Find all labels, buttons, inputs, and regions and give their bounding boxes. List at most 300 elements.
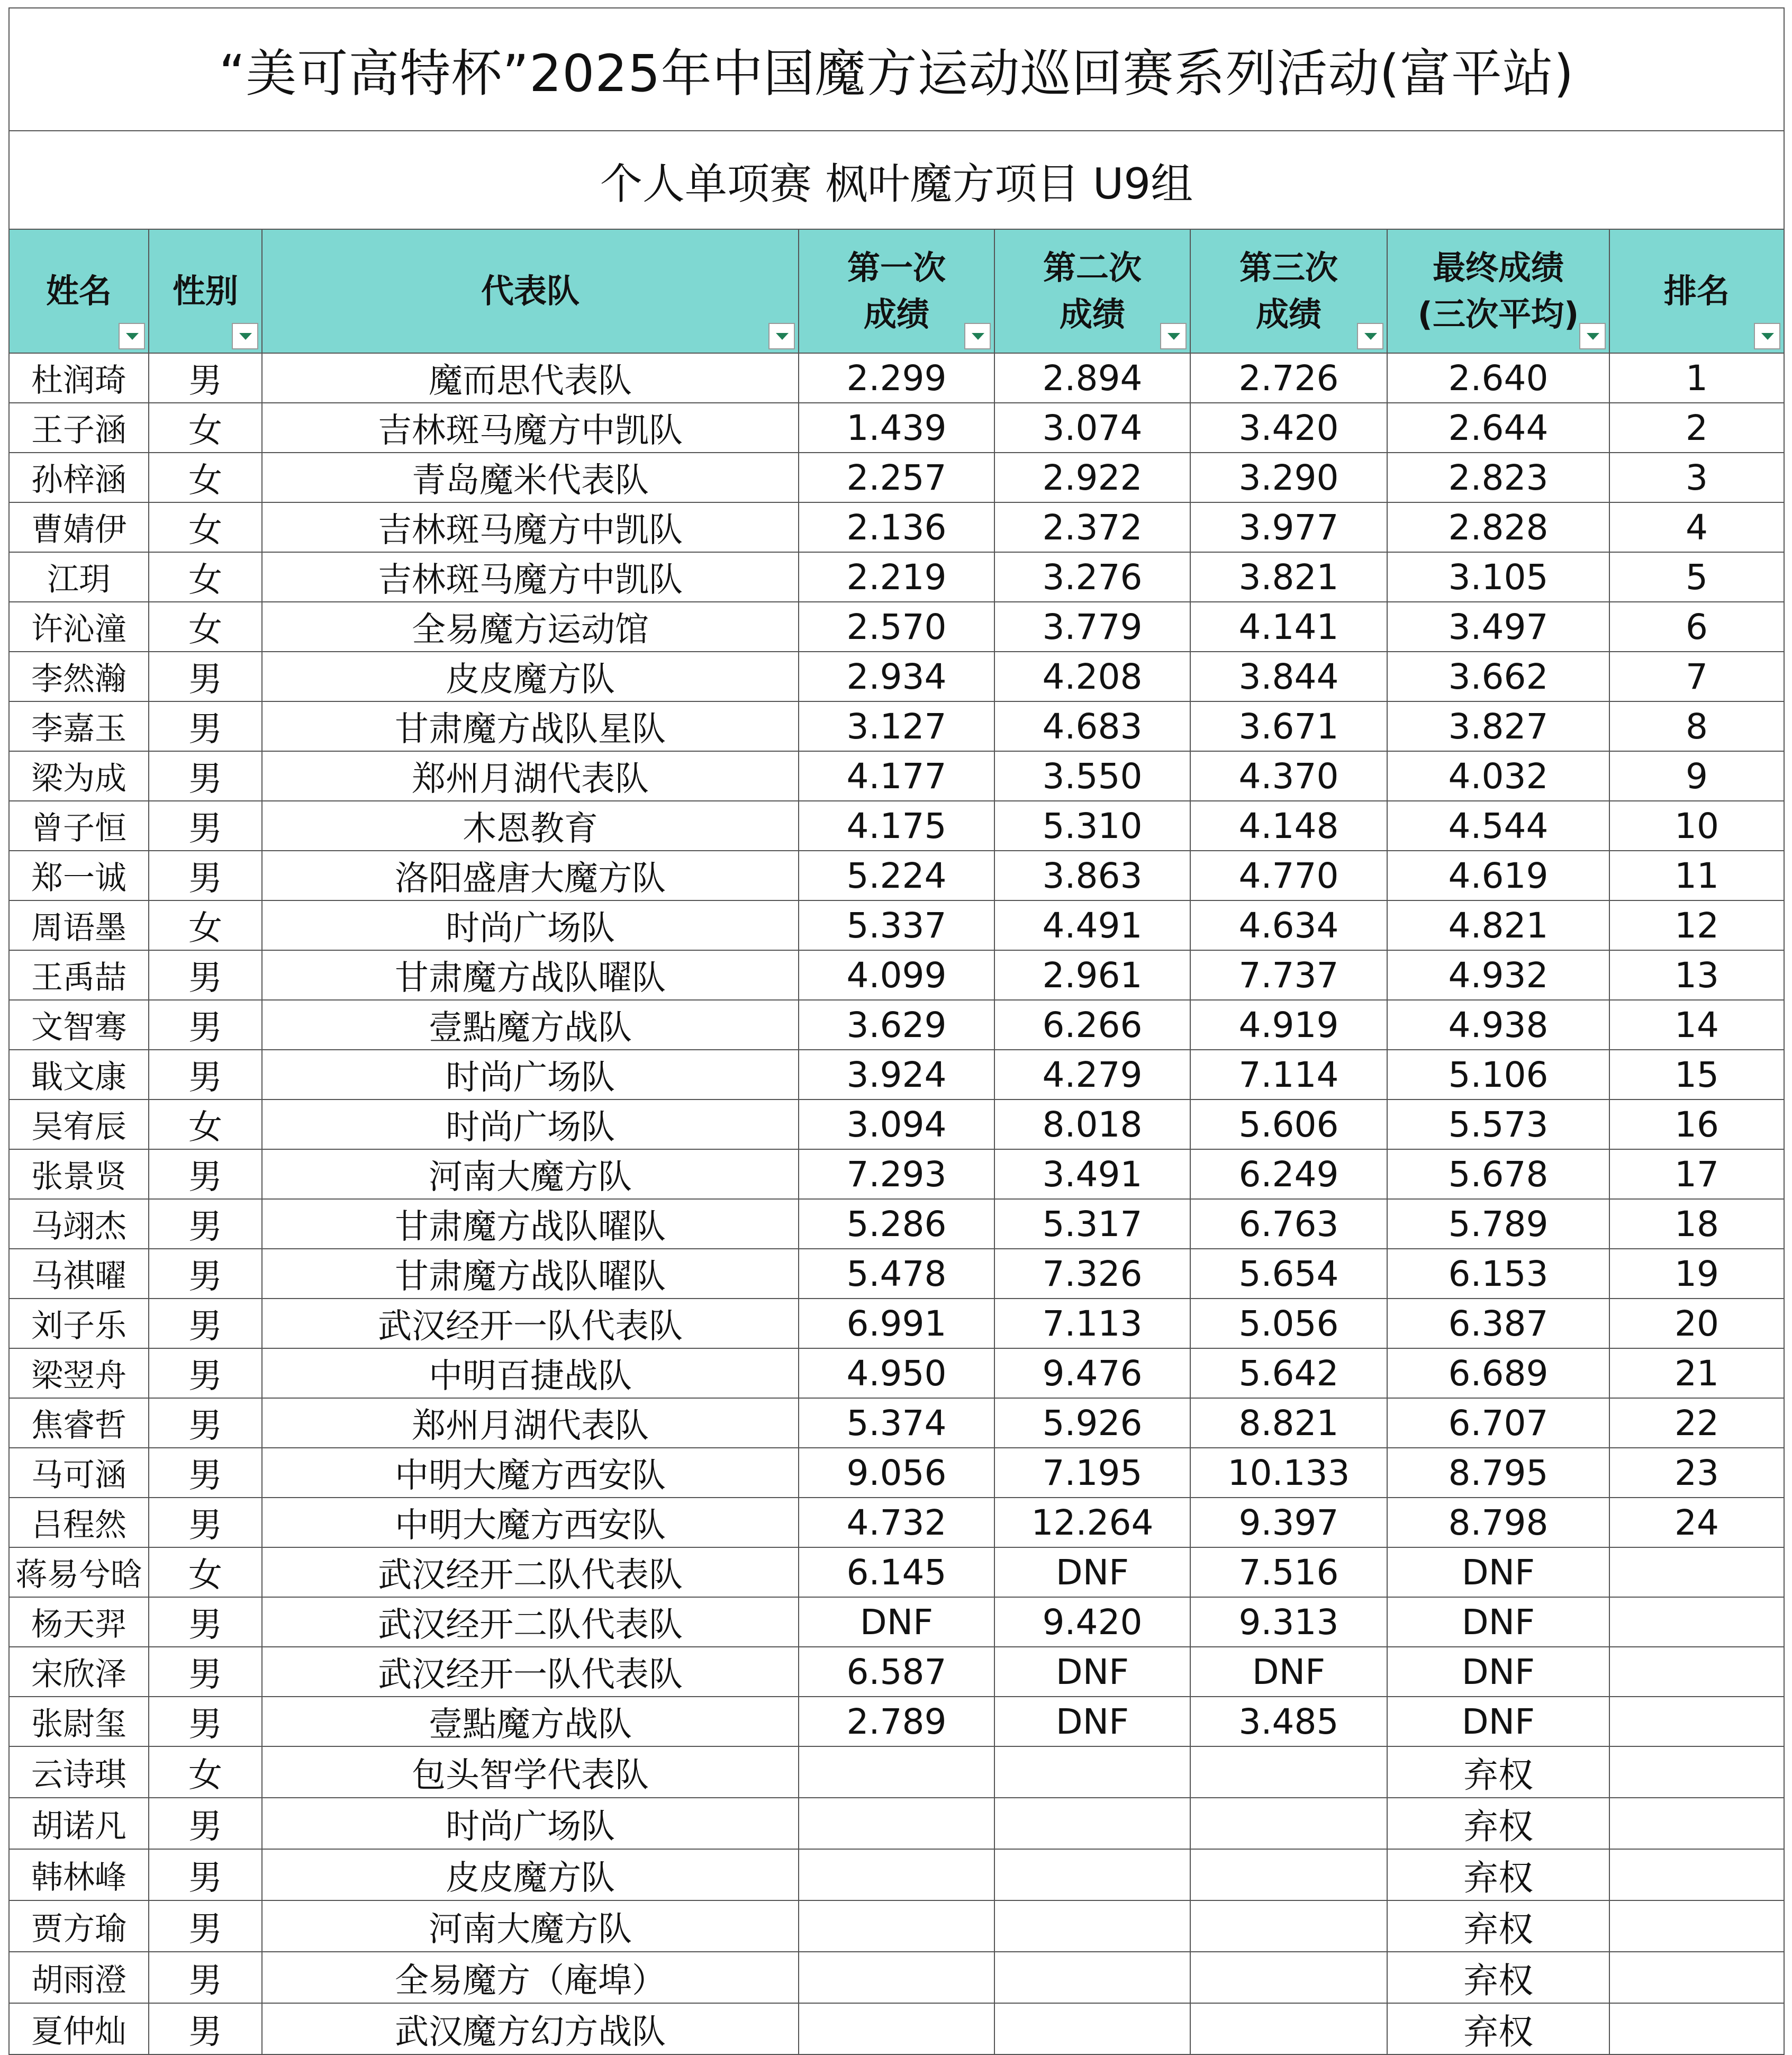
cell-final[interactable]: 3.497 xyxy=(1387,602,1609,652)
cell-gender[interactable]: 男 xyxy=(149,652,262,701)
cell-rank[interactable] xyxy=(1609,2003,1784,2054)
table-row xyxy=(9,552,1784,602)
cell-r1[interactable]: 5.337 xyxy=(799,900,994,950)
cell-team[interactable]: 中明大魔方西安队 xyxy=(262,1498,799,1547)
cell-r3[interactable]: 4.634 xyxy=(1190,900,1387,950)
cell-final[interactable]: 5.106 xyxy=(1387,1050,1609,1099)
cell-r2[interactable]: 2.894 xyxy=(994,353,1190,403)
cell-final[interactable]: 6.689 xyxy=(1387,1348,1609,1398)
cell-team[interactable]: 郑州月湖代表队 xyxy=(262,751,799,801)
cell-name[interactable]: 张尉玺 xyxy=(9,1697,149,1746)
cell-gender[interactable]: 男 xyxy=(149,1149,262,1199)
cell-r2[interactable]: 8.018 xyxy=(994,1099,1190,1149)
cell-final[interactable]: 3.827 xyxy=(1387,701,1609,751)
cell-r3[interactable]: 3.844 xyxy=(1190,652,1387,701)
cell-r3[interactable] xyxy=(1190,1849,1387,1900)
cell-final[interactable]: 5.789 xyxy=(1387,1199,1609,1249)
cell-rank[interactable]: 10 xyxy=(1609,801,1784,851)
cell-team[interactable]: 魔而思代表队 xyxy=(262,353,799,403)
cell-r1[interactable]: 3.629 xyxy=(799,1000,994,1050)
cell-r1[interactable]: 6.587 xyxy=(799,1647,994,1697)
column-header-r3 xyxy=(1190,229,1387,353)
cell-team[interactable]: 甘肃魔方战队曜队 xyxy=(262,1199,799,1249)
cell-r2[interactable]: 4.683 xyxy=(994,701,1190,751)
cell-r3[interactable]: 6.763 xyxy=(1190,1199,1387,1249)
cell-rank[interactable] xyxy=(1609,1798,1784,1849)
cell-final[interactable]: 弃权 xyxy=(1387,1746,1609,1798)
cell-final[interactable]: 弃权 xyxy=(1387,2003,1609,2054)
cell-gender[interactable]: 女 xyxy=(149,900,262,950)
cell-final[interactable]: 2.823 xyxy=(1387,453,1609,502)
cell-r3[interactable] xyxy=(1190,1798,1387,1849)
cell-r3[interactable]: 4.770 xyxy=(1190,851,1387,900)
cell-r2[interactable]: 9.476 xyxy=(994,1348,1190,1398)
column-header-text: 成绩 xyxy=(1059,295,1125,334)
cell-rank[interactable]: 14 xyxy=(1609,1000,1784,1050)
cell-name[interactable]: 梁为成 xyxy=(9,751,149,801)
cell-name[interactable]: 焦睿哲 xyxy=(9,1398,149,1448)
cell-team[interactable]: 洛阳盛唐大魔方队 xyxy=(262,851,799,900)
cell-rank[interactable]: 13 xyxy=(1609,950,1784,1000)
cell-r1[interactable]: 2.789 xyxy=(799,1697,994,1746)
cell-r1[interactable]: 5.374 xyxy=(799,1398,994,1448)
cell-team[interactable]: 全易魔方（庵埠） xyxy=(262,1952,799,2003)
cell-r3[interactable] xyxy=(1190,1900,1387,1952)
cell-r2[interactable]: 7.195 xyxy=(994,1448,1190,1498)
cell-final[interactable]: 6.153 xyxy=(1387,1249,1609,1299)
cell-name[interactable]: 胡诺凡 xyxy=(9,1798,149,1849)
table-row xyxy=(9,652,1784,701)
cell-name[interactable]: 杜润琦 xyxy=(9,353,149,403)
cell-r2[interactable]: 5.310 xyxy=(994,801,1190,851)
cell-final[interactable]: 2.644 xyxy=(1387,403,1609,453)
cell-rank[interactable]: 7 xyxy=(1609,652,1784,701)
cell-r1[interactable]: 2.570 xyxy=(799,602,994,652)
cell-team[interactable]: 皮皮魔方队 xyxy=(262,1849,799,1900)
cell-r2[interactable]: 4.279 xyxy=(994,1050,1190,1099)
cell-r3[interactable]: 3.290 xyxy=(1190,453,1387,502)
cell-name[interactable]: 韩林峰 xyxy=(9,1849,149,1900)
table-row xyxy=(9,1952,1784,2003)
cell-r2[interactable]: 4.491 xyxy=(994,900,1190,950)
cell-team[interactable]: 吉林斑马魔方中凯队 xyxy=(262,403,799,453)
cell-r2[interactable]: 5.926 xyxy=(994,1398,1190,1448)
cell-final[interactable]: 8.798 xyxy=(1387,1498,1609,1547)
cell-gender[interactable]: 男 xyxy=(149,1597,262,1647)
filter-dropdown-icon[interactable] xyxy=(768,323,795,349)
cell-name[interactable]: 刘子乐 xyxy=(9,1299,149,1348)
cell-r3[interactable]: 7.114 xyxy=(1190,1050,1387,1099)
cell-name[interactable]: 江玥 xyxy=(9,552,149,602)
filter-dropdown-icon[interactable] xyxy=(232,323,258,349)
table-row xyxy=(9,751,1784,801)
cell-r1[interactable] xyxy=(799,1798,994,1849)
cell-r2[interactable] xyxy=(994,1746,1190,1798)
column-header-label xyxy=(1239,245,1338,338)
cell-r2[interactable]: DNF xyxy=(994,1697,1190,1746)
cell-r1[interactable]: 6.991 xyxy=(799,1299,994,1348)
cell-final[interactable]: 弃权 xyxy=(1387,1900,1609,1952)
cell-name[interactable]: 梁翌舟 xyxy=(9,1348,149,1398)
cell-name[interactable]: 曾子恒 xyxy=(9,801,149,851)
cell-rank[interactable]: 23 xyxy=(1609,1448,1784,1498)
cell-name[interactable]: 吴宥辰 xyxy=(9,1099,149,1149)
cell-r1[interactable]: 3.924 xyxy=(799,1050,994,1099)
cell-name[interactable]: 胡雨澄 xyxy=(9,1952,149,2003)
cell-final[interactable]: 5.573 xyxy=(1387,1099,1609,1149)
table-row xyxy=(9,453,1784,502)
cell-r3[interactable]: 3.821 xyxy=(1190,552,1387,602)
cell-name[interactable]: 许沁潼 xyxy=(9,602,149,652)
cell-r3[interactable]: 5.654 xyxy=(1190,1249,1387,1299)
cell-r1[interactable]: 5.286 xyxy=(799,1199,994,1249)
cell-r2[interactable]: 7.113 xyxy=(994,1299,1190,1348)
cell-gender[interactable]: 男 xyxy=(149,851,262,900)
cell-rank[interactable]: 1 xyxy=(1609,353,1784,403)
cell-gender[interactable]: 男 xyxy=(149,801,262,851)
cell-team[interactable]: 中明百捷战队 xyxy=(262,1348,799,1398)
cell-gender[interactable]: 女 xyxy=(149,502,262,552)
cell-gender[interactable]: 男 xyxy=(149,1199,262,1249)
cell-gender[interactable]: 女 xyxy=(149,1746,262,1798)
cell-rank[interactable] xyxy=(1609,1849,1784,1900)
spreadsheet xyxy=(8,7,1784,2052)
cell-r3[interactable]: 10.133 xyxy=(1190,1448,1387,1498)
cell-final[interactable]: 4.932 xyxy=(1387,950,1609,1000)
cell-rank[interactable] xyxy=(1609,1597,1784,1647)
cell-r3[interactable]: DNF xyxy=(1190,1647,1387,1697)
cell-r1[interactable]: 9.056 xyxy=(799,1448,994,1498)
cell-r2[interactable]: 3.779 xyxy=(994,602,1190,652)
cell-final[interactable]: DNF xyxy=(1387,1597,1609,1647)
cell-final[interactable]: 弃权 xyxy=(1387,1849,1609,1900)
cell-gender[interactable]: 男 xyxy=(149,1952,262,2003)
filter-dropdown-icon[interactable] xyxy=(1160,323,1187,349)
cell-r3[interactable]: 9.313 xyxy=(1190,1597,1387,1647)
table-row xyxy=(9,2003,1784,2054)
cell-r2[interactable]: DNF xyxy=(994,1547,1190,1597)
cell-team[interactable]: 木恩教育 xyxy=(262,801,799,851)
cell-r1[interactable]: 6.145 xyxy=(799,1547,994,1597)
cell-r2[interactable]: 3.491 xyxy=(994,1149,1190,1199)
cell-gender[interactable]: 男 xyxy=(149,1498,262,1547)
cell-final[interactable]: 6.707 xyxy=(1387,1398,1609,1448)
cell-r1[interactable]: 2.136 xyxy=(799,502,994,552)
cell-name[interactable]: 王子涵 xyxy=(9,403,149,453)
cell-r1[interactable]: 7.293 xyxy=(799,1149,994,1199)
column-header-text: 成绩 xyxy=(863,295,929,334)
cell-final[interactable]: 2.828 xyxy=(1387,502,1609,552)
cell-r2[interactable] xyxy=(994,1798,1190,1849)
cell-name[interactable]: 马可涵 xyxy=(9,1448,149,1498)
cell-gender[interactable]: 男 xyxy=(149,1900,262,1952)
cell-r1[interactable]: 3.127 xyxy=(799,701,994,751)
cell-r3[interactable]: 9.397 xyxy=(1190,1498,1387,1547)
column-header-label xyxy=(173,268,238,314)
cell-final[interactable]: 4.619 xyxy=(1387,851,1609,900)
cell-r2[interactable]: 3.863 xyxy=(994,851,1190,900)
cell-rank[interactable] xyxy=(1609,1697,1784,1746)
cell-team[interactable]: 壹點魔方战队 xyxy=(262,1697,799,1746)
cell-rank[interactable] xyxy=(1609,1547,1784,1597)
cell-r1[interactable] xyxy=(799,1900,994,1952)
cell-r1[interactable]: 4.177 xyxy=(799,751,994,801)
table-row xyxy=(9,1448,1784,1498)
cell-team[interactable]: 甘肃魔方战队星队 xyxy=(262,701,799,751)
cell-r2[interactable]: 3.550 xyxy=(994,751,1190,801)
cell-final[interactable]: DNF xyxy=(1387,1647,1609,1697)
cell-r1[interactable]: 4.099 xyxy=(799,950,994,1000)
cell-r1[interactable]: 4.950 xyxy=(799,1348,994,1398)
cell-r1[interactable] xyxy=(799,1849,994,1900)
cell-r3[interactable]: 4.148 xyxy=(1190,801,1387,851)
cell-gender[interactable]: 男 xyxy=(149,751,262,801)
cell-final[interactable]: 5.678 xyxy=(1387,1149,1609,1199)
cell-final[interactable]: 4.032 xyxy=(1387,751,1609,801)
cell-rank[interactable]: 19 xyxy=(1609,1249,1784,1299)
table-row xyxy=(9,403,1784,453)
cell-gender[interactable]: 男 xyxy=(149,1348,262,1398)
cell-rank[interactable]: 11 xyxy=(1609,851,1784,900)
cell-r3[interactable] xyxy=(1190,2003,1387,2054)
cell-r3[interactable]: 6.249 xyxy=(1190,1149,1387,1199)
cell-name[interactable]: 文智骞 xyxy=(9,1000,149,1050)
cell-gender[interactable]: 男 xyxy=(149,1697,262,1746)
cell-gender[interactable]: 男 xyxy=(149,2003,262,2054)
cell-name[interactable]: 孙梓涵 xyxy=(9,453,149,502)
filter-dropdown-icon[interactable] xyxy=(1579,323,1606,349)
cell-r3[interactable]: 3.671 xyxy=(1190,701,1387,751)
cell-r1[interactable]: 2.219 xyxy=(799,552,994,602)
cell-r2[interactable]: 3.074 xyxy=(994,403,1190,453)
cell-r2[interactable]: DNF xyxy=(994,1647,1190,1697)
cell-rank[interactable]: 17 xyxy=(1609,1149,1784,1199)
cell-r3[interactable]: 3.485 xyxy=(1190,1697,1387,1746)
cell-team[interactable]: 武汉经开一队代表队 xyxy=(262,1299,799,1348)
cell-name[interactable]: 李嘉玉 xyxy=(9,701,149,751)
cell-name[interactable]: 贾方瑜 xyxy=(9,1900,149,1952)
cell-team[interactable]: 武汉经开一队代表队 xyxy=(262,1647,799,1697)
cell-gender[interactable]: 男 xyxy=(149,1398,262,1448)
cell-team[interactable]: 时尚广场队 xyxy=(262,1798,799,1849)
cell-rank[interactable]: 2 xyxy=(1609,403,1784,453)
cell-rank[interactable]: 4 xyxy=(1609,502,1784,552)
cell-r2[interactable]: 5.317 xyxy=(994,1199,1190,1249)
cell-gender[interactable]: 女 xyxy=(149,453,262,502)
cell-team[interactable]: 壹點魔方战队 xyxy=(262,1000,799,1050)
cell-name[interactable]: 吕程然 xyxy=(9,1498,149,1547)
cell-gender[interactable]: 男 xyxy=(149,353,262,403)
cell-team[interactable]: 甘肃魔方战队曜队 xyxy=(262,950,799,1000)
cell-gender[interactable]: 女 xyxy=(149,1547,262,1597)
cell-name[interactable]: 马翊杰 xyxy=(9,1199,149,1249)
cell-team[interactable]: 吉林斑马魔方中凯队 xyxy=(262,502,799,552)
cell-r1[interactable] xyxy=(799,2003,994,2054)
cell-r3[interactable] xyxy=(1190,1746,1387,1798)
cell-rank[interactable]: 16 xyxy=(1609,1099,1784,1149)
cell-final[interactable]: 弃权 xyxy=(1387,1798,1609,1849)
filter-dropdown-icon[interactable] xyxy=(1754,323,1780,349)
cell-rank[interactable] xyxy=(1609,1647,1784,1697)
cell-team[interactable]: 包头智学代表队 xyxy=(262,1746,799,1798)
cell-team[interactable]: 甘肃魔方战队曜队 xyxy=(262,1249,799,1299)
cell-r1[interactable]: 2.257 xyxy=(799,453,994,502)
column-header-text: 成绩 xyxy=(1255,295,1322,334)
cell-name[interactable]: 张景贤 xyxy=(9,1149,149,1199)
cell-gender[interactable]: 女 xyxy=(149,552,262,602)
cell-team[interactable]: 吉林斑马魔方中凯队 xyxy=(262,552,799,602)
table-row xyxy=(9,502,1784,552)
cell-rank[interactable]: 12 xyxy=(1609,900,1784,950)
cell-name[interactable]: 戢文康 xyxy=(9,1050,149,1099)
cell-r3[interactable]: 4.919 xyxy=(1190,1000,1387,1050)
cell-final[interactable]: 8.795 xyxy=(1387,1448,1609,1498)
cell-r2[interactable] xyxy=(994,1900,1190,1952)
table-row xyxy=(9,1547,1784,1597)
cell-r2[interactable] xyxy=(994,1952,1190,2003)
cell-rank[interactable]: 9 xyxy=(1609,751,1784,801)
cell-r2[interactable]: 4.208 xyxy=(994,652,1190,701)
cell-r3[interactable]: 5.642 xyxy=(1190,1348,1387,1398)
cell-name[interactable]: 蒋易兮晗 xyxy=(9,1547,149,1597)
cell-team[interactable]: 时尚广场队 xyxy=(262,900,799,950)
cell-team[interactable]: 武汉经开二队代表队 xyxy=(262,1597,799,1647)
cell-name[interactable]: 周语墨 xyxy=(9,900,149,950)
cell-r2[interactable] xyxy=(994,2003,1190,2054)
cell-final[interactable]: 2.640 xyxy=(1387,353,1609,403)
cell-r3[interactable]: 4.141 xyxy=(1190,602,1387,652)
cell-rank[interactable]: 8 xyxy=(1609,701,1784,751)
cell-gender[interactable]: 男 xyxy=(149,1299,262,1348)
filter-dropdown-icon[interactable] xyxy=(964,323,991,349)
cell-team[interactable]: 河南大魔方队 xyxy=(262,1149,799,1199)
cell-gender[interactable]: 男 xyxy=(149,701,262,751)
cell-gender[interactable]: 男 xyxy=(149,1050,262,1099)
cell-r1[interactable]: 3.094 xyxy=(799,1099,994,1149)
cell-gender[interactable]: 男 xyxy=(149,1448,262,1498)
cell-final[interactable]: 6.387 xyxy=(1387,1299,1609,1348)
cell-r1[interactable]: 4.175 xyxy=(799,801,994,851)
cell-team[interactable]: 河南大魔方队 xyxy=(262,1900,799,1952)
cell-r3[interactable]: 5.606 xyxy=(1190,1099,1387,1149)
cell-r3[interactable] xyxy=(1190,1952,1387,2003)
cell-r1[interactable] xyxy=(799,1952,994,2003)
cell-name[interactable]: 云诗琪 xyxy=(9,1746,149,1798)
cell-r1[interactable]: DNF xyxy=(799,1597,994,1647)
cell-final[interactable]: 4.821 xyxy=(1387,900,1609,950)
cell-r3[interactable]: 4.370 xyxy=(1190,751,1387,801)
cell-gender[interactable]: 女 xyxy=(149,403,262,453)
cell-team[interactable]: 武汉魔方幻方战队 xyxy=(262,2003,799,2054)
cell-name[interactable]: 杨天羿 xyxy=(9,1597,149,1647)
cell-r3[interactable]: 3.977 xyxy=(1190,502,1387,552)
cell-final[interactable]: 4.544 xyxy=(1387,801,1609,851)
cell-gender[interactable]: 男 xyxy=(149,950,262,1000)
cell-r3[interactable]: 8.821 xyxy=(1190,1398,1387,1448)
table-row xyxy=(9,1149,1784,1199)
cell-team[interactable]: 青岛魔米代表队 xyxy=(262,453,799,502)
cell-team[interactable]: 时尚广场队 xyxy=(262,1099,799,1149)
cell-r1[interactable]: 5.224 xyxy=(799,851,994,900)
cell-r2[interactable]: 3.276 xyxy=(994,552,1190,602)
cell-r2[interactable] xyxy=(994,1849,1190,1900)
cell-final[interactable]: DNF xyxy=(1387,1697,1609,1746)
cell-team[interactable]: 皮皮魔方队 xyxy=(262,652,799,701)
cell-r2[interactable]: 2.961 xyxy=(994,950,1190,1000)
cell-r2[interactable]: 2.372 xyxy=(994,502,1190,552)
cell-r2[interactable]: 12.264 xyxy=(994,1498,1190,1547)
cell-r3[interactable]: 7.516 xyxy=(1190,1547,1387,1597)
filter-dropdown-icon[interactable] xyxy=(119,323,145,349)
cell-r2[interactable]: 9.420 xyxy=(994,1597,1190,1647)
cell-gender[interactable]: 男 xyxy=(149,1000,262,1050)
cell-rank[interactable]: 18 xyxy=(1609,1199,1784,1249)
cell-rank[interactable]: 20 xyxy=(1609,1299,1784,1348)
cell-r2[interactable]: 7.326 xyxy=(994,1249,1190,1299)
filter-dropdown-icon[interactable] xyxy=(1357,323,1383,349)
cell-r1[interactable]: 2.299 xyxy=(799,353,994,403)
cell-gender[interactable]: 女 xyxy=(149,1099,262,1149)
cell-r2[interactable]: 2.922 xyxy=(994,453,1190,502)
cell-rank[interactable]: 21 xyxy=(1609,1348,1784,1398)
cell-r1[interactable] xyxy=(799,1746,994,1798)
cell-rank[interactable]: 3 xyxy=(1609,453,1784,502)
cell-r3[interactable]: 2.726 xyxy=(1190,353,1387,403)
cell-r1[interactable]: 4.732 xyxy=(799,1498,994,1547)
cell-rank[interactable] xyxy=(1609,1952,1784,2003)
cell-team[interactable]: 中明大魔方西安队 xyxy=(262,1448,799,1498)
cell-r3[interactable]: 5.056 xyxy=(1190,1299,1387,1348)
cell-name[interactable]: 王禹喆 xyxy=(9,950,149,1000)
cell-rank[interactable]: 6 xyxy=(1609,602,1784,652)
cell-gender[interactable]: 女 xyxy=(149,602,262,652)
cell-team[interactable]: 武汉经开二队代表队 xyxy=(262,1547,799,1597)
cell-r3[interactable]: 7.737 xyxy=(1190,950,1387,1000)
cell-name[interactable]: 曹婧伊 xyxy=(9,502,149,552)
cell-team[interactable]: 时尚广场队 xyxy=(262,1050,799,1099)
cell-final[interactable]: DNF xyxy=(1387,1547,1609,1597)
cell-r3[interactable]: 3.420 xyxy=(1190,403,1387,453)
cell-r1[interactable]: 5.478 xyxy=(799,1249,994,1299)
cell-gender[interactable]: 男 xyxy=(149,1249,262,1299)
cell-rank[interactable]: 24 xyxy=(1609,1498,1784,1547)
cell-rank[interactable] xyxy=(1609,1746,1784,1798)
cell-rank[interactable]: 15 xyxy=(1609,1050,1784,1099)
cell-gender[interactable]: 男 xyxy=(149,1647,262,1697)
cell-rank[interactable] xyxy=(1609,1900,1784,1952)
cell-name[interactable]: 宋欣泽 xyxy=(9,1647,149,1697)
cell-rank[interactable]: 22 xyxy=(1609,1398,1784,1448)
cell-final[interactable]: 3.662 xyxy=(1387,652,1609,701)
table-row xyxy=(9,1597,1784,1647)
cell-rank[interactable]: 5 xyxy=(1609,552,1784,602)
cell-final[interactable]: 4.938 xyxy=(1387,1000,1609,1050)
cell-gender[interactable]: 男 xyxy=(149,1849,262,1900)
cell-team[interactable]: 郑州月湖代表队 xyxy=(262,1398,799,1448)
cell-r2[interactable]: 6.266 xyxy=(994,1000,1190,1050)
cell-name[interactable]: 郑一诚 xyxy=(9,851,149,900)
cell-gender[interactable]: 男 xyxy=(149,1798,262,1849)
cell-team[interactable]: 全易魔方运动馆 xyxy=(262,602,799,652)
results-table xyxy=(8,7,1785,2055)
cell-r1[interactable]: 2.934 xyxy=(799,652,994,701)
cell-name[interactable]: 李然瀚 xyxy=(9,652,149,701)
cell-final[interactable]: 弃权 xyxy=(1387,1952,1609,2003)
cell-name[interactable]: 马祺曜 xyxy=(9,1249,149,1299)
cell-final[interactable]: 3.105 xyxy=(1387,552,1609,602)
cell-name[interactable]: 夏仲灿 xyxy=(9,2003,149,2054)
cell-r1[interactable]: 1.439 xyxy=(799,403,994,453)
